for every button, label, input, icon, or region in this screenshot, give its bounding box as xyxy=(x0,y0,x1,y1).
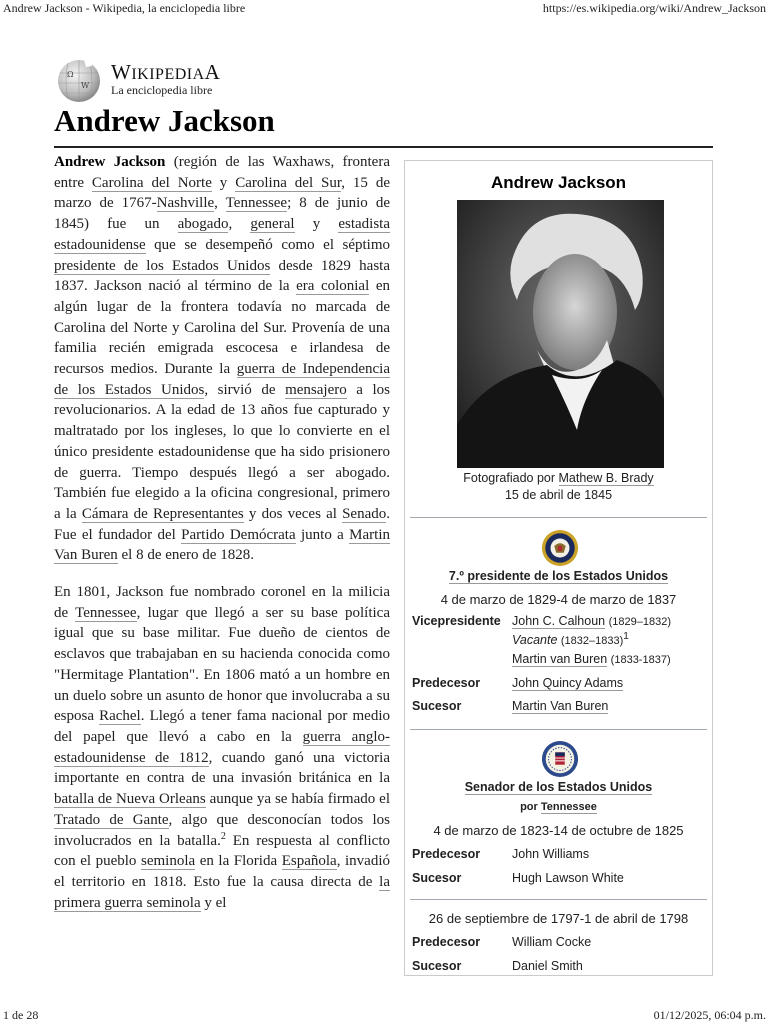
vicepresident-1-link[interactable]: John C. Calhoun xyxy=(512,614,606,628)
article-text: en la Florida xyxy=(195,853,282,870)
vicepresident-3: Martin van Buren (1833-1837) xyxy=(512,652,671,666)
article-text: , xyxy=(214,195,226,212)
successor-label-2: Sucesor xyxy=(412,871,462,885)
infobox xyxy=(404,160,713,976)
predecessor-3: William Cocke xyxy=(512,935,592,949)
article-body xyxy=(54,152,390,929)
svg-text:W: W xyxy=(81,81,90,90)
vicepresident-1: John C. Calhoun (1829–1832) xyxy=(512,614,671,628)
article-text: el 8 de enero de 1828. xyxy=(117,547,254,564)
vicepresident-label: Vicepresidente xyxy=(412,614,501,628)
article-link[interactable]: presidente de los Estados Unidos xyxy=(54,257,271,274)
article-link[interactable]: guerra de Independencia de los Estados Unidos xyxy=(54,361,390,398)
article-text: (región de las Waxhaws, frontera entre xyxy=(54,154,390,191)
office-senate-term: 4 de marzo de 1823-14 de octubre de 1825 xyxy=(433,823,684,838)
successor-3: Daniel Smith xyxy=(512,959,583,973)
article-text: , xyxy=(228,216,251,233)
portrait-date: 15 de abril de 1845 xyxy=(504,488,613,502)
article-text: y xyxy=(294,216,339,233)
article-link[interactable]: abogado xyxy=(177,216,229,233)
successor-label-3: Sucesor xyxy=(412,959,462,973)
article-text: , algo que desconocían todos los involucrados en la batalla. xyxy=(54,811,390,849)
article-link[interactable]: batalla de Nueva Orleans xyxy=(54,791,206,808)
article-text: junto a xyxy=(295,526,350,543)
article-link[interactable]: guerra anglo-estadounidense de 1812 xyxy=(54,728,390,766)
portrait-image[interactable] xyxy=(457,200,664,468)
article-link[interactable]: Rachel xyxy=(99,708,141,725)
browser-url[interactable]: https://es.wikipedia.org/wiki/Andrew_Jackson xyxy=(542,1,766,15)
footnote-link[interactable]: 2 xyxy=(220,830,226,842)
article-text: y xyxy=(211,174,236,191)
article-text: y dos veces al xyxy=(243,505,343,522)
successor-1[interactable]: Martin Van Buren xyxy=(512,699,609,713)
article-link[interactable]: Tratado de Gante xyxy=(54,811,169,828)
article-link[interactable]: Martin Van Buren xyxy=(54,526,390,564)
article-text: y el xyxy=(200,894,227,911)
article-link[interactable]: Española xyxy=(281,853,337,870)
article-link[interactable]: estadista xyxy=(338,216,391,233)
article-text: aunque ya se había firmado el xyxy=(205,791,390,808)
infobox-divider xyxy=(410,899,707,900)
article-text: . Fue el fundador del xyxy=(54,505,390,543)
article-text: en algún lugar de la frontera todavía no marcada de Carolina del Norte y Carolina del Sur. Provenía de una familia recién emigrada escocesa e irlandesa de recursos medios. Durante la xyxy=(54,278,390,378)
page-title: Andrew Jackson xyxy=(54,103,275,138)
wikipedia-wordmark[interactable]: WIKIPEDIAA xyxy=(111,60,221,84)
footnote-1-link[interactable]: 1 xyxy=(623,630,629,642)
wikipedia-globe-logo[interactable] xyxy=(54,57,104,103)
successor-label-1: Sucesor xyxy=(412,699,462,713)
article-link[interactable]: Carolina del Sur xyxy=(235,174,342,191)
infobox-name: Andrew Jackson xyxy=(490,173,627,192)
title-divider xyxy=(54,146,713,148)
article-text: a los revolucionarios. A la edad de 13 años fue capturado y maltratado por los ingleses, lo que lo convierte en el único presidente estadounidense que ha sido prisionero de guerra. Tiempo después llegó a ser abogado. También fue elegido a la oficina congresional, primero a la xyxy=(54,381,390,522)
article-text: ; 8 de junio de 1845) fue un xyxy=(54,195,390,233)
portrait-caption: Fotografiado por Mathew B. Brady xyxy=(463,471,654,485)
article-text: , sirvió de xyxy=(204,381,286,398)
article-link[interactable]: era colonial xyxy=(296,278,370,295)
photographer-link[interactable]: Mathew B. Brady xyxy=(558,471,654,485)
vicepresident-2: Vacante (1832–1833)$^1$ xyxy=(512,630,629,647)
predecessor-2: John Williams xyxy=(512,847,590,861)
article-link[interactable]: Senado xyxy=(342,505,387,522)
office-president-title[interactable]: 7.º presidente de los Estados Unidos xyxy=(448,569,669,583)
article-text: En respuesta al conflicto con el pueblo xyxy=(54,832,390,870)
tennessee-link[interactable]: Tennessee xyxy=(540,801,597,813)
article-text: . Llegó a tener fama nacional por medio del papel que llevó a cabo en la xyxy=(54,708,390,745)
article-subject: Andrew Jackson xyxy=(54,154,166,170)
article-link[interactable]: Tennessee xyxy=(225,195,288,212)
vicepresident-3-link[interactable]: Martin van Buren xyxy=(512,652,608,666)
office-president-term: 4 de marzo de 1829-4 de marzo de 1837 xyxy=(440,592,677,607)
article-paragraph-1 xyxy=(54,152,390,566)
infobox-divider xyxy=(410,729,707,730)
article-link[interactable]: mensajero xyxy=(285,381,347,398)
print-datetime: 01/12/2025, 06:04 p.m. xyxy=(653,1008,766,1022)
article-text: , cuando ganó una victoria importante en contra de una invasión británica en la xyxy=(54,749,390,787)
office-3-term: 26 de septiembre de 1797-1 de abril de 1798 xyxy=(428,911,689,926)
article-link[interactable]: Cámara de Representantes xyxy=(81,505,244,522)
predecessor-label-3: Predecesor xyxy=(412,935,481,949)
article-link[interactable]: seminola xyxy=(140,853,196,870)
article-link[interactable]: Carolina del Norte xyxy=(91,174,212,191)
senate-seal-icon[interactable] xyxy=(541,740,579,778)
infobox-divider xyxy=(410,517,707,518)
office-senate-title[interactable]: Senador de los Estados Unidos xyxy=(464,780,653,794)
article-link[interactable]: Partido Demócrata xyxy=(181,526,296,543)
article-link[interactable]: general xyxy=(250,216,295,233)
article-text: que se desempeñó como el séptimo xyxy=(145,236,390,253)
page-count: 1 de 28 xyxy=(3,1008,39,1022)
presidential-seal-icon[interactable] xyxy=(541,529,579,567)
office-senate-state: por Tennessee xyxy=(520,801,597,813)
article-text: , lugar que llegó a ser su base política igual que su base militar. Fue dueño de cientos de esclavos que trabajaban en su hacienda conocida como "Hermitage Plantation". En 1806 mató a un hombre en un duelo sobre un asunto de honor que involucraba a su esposa xyxy=(54,604,390,725)
article-text: En 1801, Jackson fue nombrado coronel en la milicia de xyxy=(54,584,390,621)
browser-page-title: Andrew Jackson - Wikipedia, la enciclopedia libre xyxy=(3,1,246,15)
svg-text:Ω: Ω xyxy=(67,70,74,79)
article-link[interactable]: estadounidense xyxy=(54,236,146,253)
predecessor-label-1: Predecesor xyxy=(412,676,481,690)
wikipedia-tagline: La enciclopedia libre xyxy=(111,83,213,97)
article-link[interactable]: Tennessee xyxy=(75,604,137,621)
predecessor-1[interactable]: John Quincy Adams xyxy=(512,676,624,690)
predecessor-label-2: Predecesor xyxy=(412,847,481,861)
article-link[interactable]: la primera guerra seminola xyxy=(54,873,390,911)
article-text: , 15 de marzo de 1767- xyxy=(54,174,391,212)
article-link[interactable]: Nashville xyxy=(156,195,215,212)
article-text: , invadió el territorio en 1818. Esto fue la causa directa de xyxy=(54,853,390,890)
article-text: desde 1829 hasta 1837. Jackson nació al término de la xyxy=(54,257,390,295)
article-paragraph-2 xyxy=(54,582,390,913)
successor-2: Hugh Lawson White xyxy=(512,871,624,885)
